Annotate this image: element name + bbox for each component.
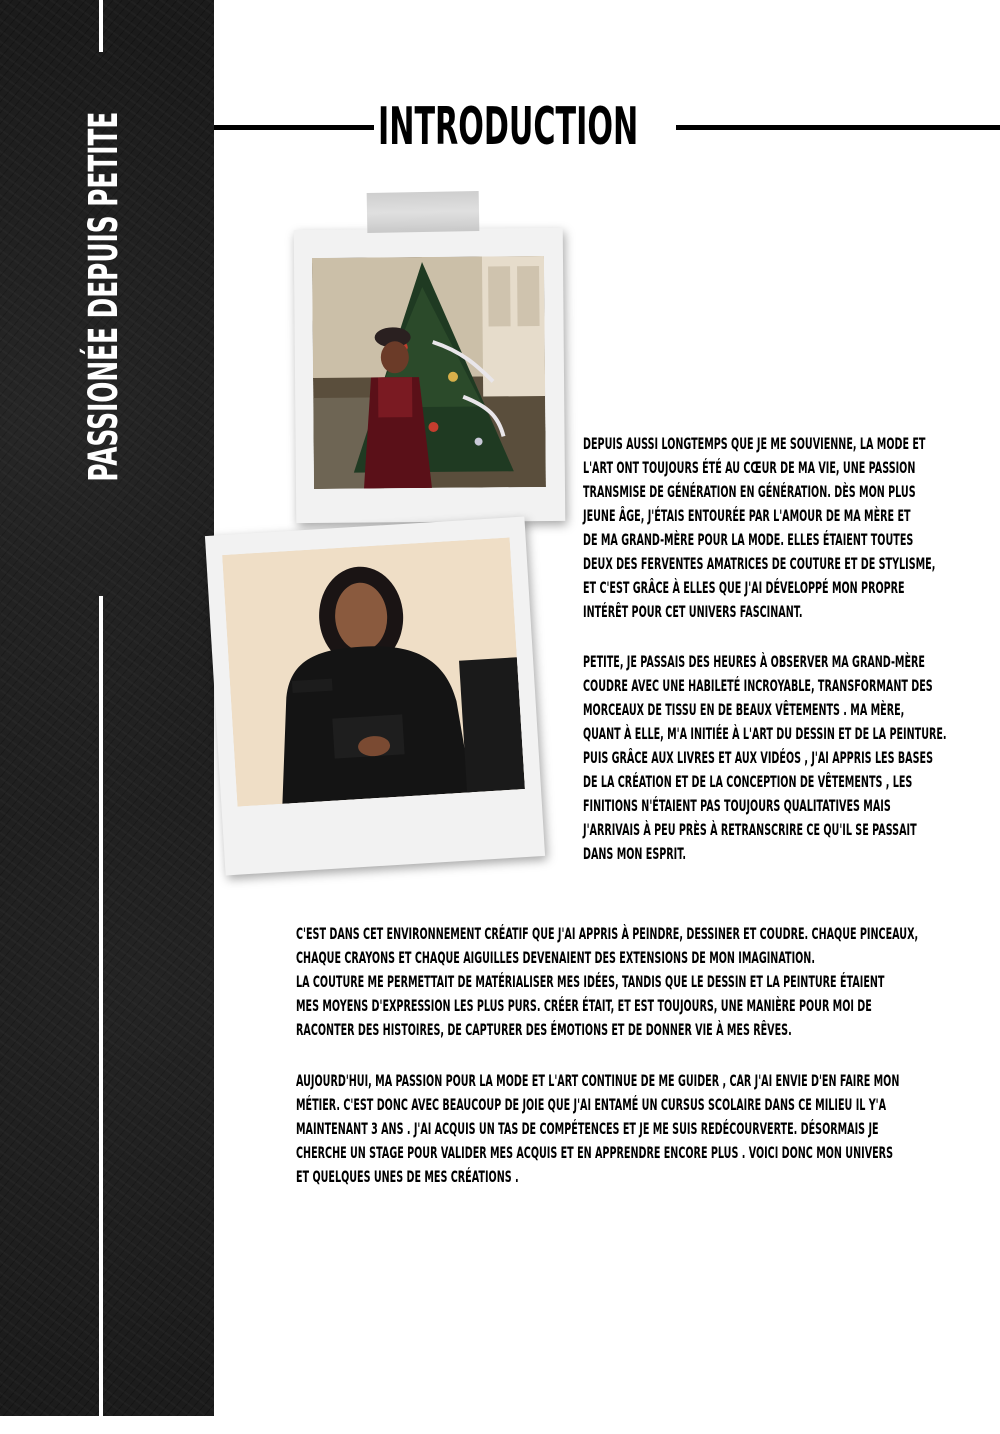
heading-rule-left <box>214 125 374 130</box>
polaroid-frame-top <box>294 228 566 523</box>
paragraph-line: DANS MON ESPRIT. <box>583 844 686 863</box>
sidebar-title: PASSIONÉE DEPUIS PETITE <box>81 111 127 482</box>
paragraph-line: L'ART ONT TOUJOURS ÉTÉ AU CŒUR DE MA VIE, UNE PASSION <box>583 458 916 477</box>
paragraph-line: C'EST DANS CET ENVIRONNEMENT CRÉATIF QUE J'AI APPRIS À PEINDRE, DESSINER ET COUDRE. CHAQUE PINCEAUX, <box>296 924 919 943</box>
paragraph-line: ET C'EST GRÂCE À ELLES QUE J'AI DÉVELOPPÉ MON PROPRE <box>583 578 905 597</box>
paragraph-line: AUJOURD'HUI, MA PASSION POUR LA MODE ET L'ART CONTINUE DE ME GUIDER , CAR J'AI ENVIE D'EN FAIRE MON <box>296 1071 900 1090</box>
sidebar-line-top <box>99 0 103 52</box>
paragraph-line: MÉTIER. C'EST DONC AVEC BEAUCOUP DE JOIE QUE J'AI ENTAMÉ UN CURSUS SCOLAIRE DANS CE MILIEU IL Y'A <box>296 1095 887 1114</box>
paragraph-line: J'ARRIVAIS À PEU PRÈS À RETRANSCRIRE CE QU'IL SE PASSAIT <box>583 820 917 839</box>
paragraph-3 <box>296 922 1000 1042</box>
paragraph-line: RACONTER DES HISTOIRES, DE CAPTURER DES ÉMOTIONS ET DE DONNER VIE À MES RÊVES. <box>296 1020 792 1039</box>
paragraph-line: MORCEAUX DE TISSU EN DE BEAUX VÊTEMENTS . MA MÈRE, <box>583 700 905 719</box>
paragraph-line: MAINTENANT 3 ANS . J'AI ACQUIS UN TAS DE COMPÉTENCES ET JE ME SUIS REDÉCOURVERTE. DÉSORMAIS JE <box>296 1119 879 1138</box>
paragraph-line: FINITIONS N'ÉTAIENT PAS TOUJOURS QUALITATIVES MAIS <box>583 796 891 815</box>
paragraph-1 <box>583 432 1000 624</box>
paragraph-line: DEUX DES FERVENTES AMATRICES DE COUTURE ET DE STYLISME, <box>583 554 936 573</box>
paragraph-line: MES MOYENS D'EXPRESSION LES PLUS PURS. CRÉER ÉTAIT, ET EST TOUJOURS, UNE MANIÈRE POUR MOI DE <box>296 996 872 1015</box>
paragraph-line: PETITE, JE PASSAIS DES HEURES À OBSERVER MA GRAND-MÈRE <box>583 652 925 671</box>
paragraph-line: ET QUELQUES UNES DE MES CRÉATIONS . <box>296 1167 519 1186</box>
paragraph-line: COUDRE AVEC UNE HABILETÉ INCROYABLE, TRANSFORMANT DES <box>583 676 933 695</box>
paragraph-line: LA COUTURE ME PERMETTAIT DE MATÉRIALISER MES IDÉES, TANDIS QUE LE DESSIN ET LA PEINTURE ÉTAIENT <box>296 972 885 991</box>
tape-strip <box>367 191 480 233</box>
paragraph-4 <box>296 1069 1000 1189</box>
paragraph-line: PUIS GRÂCE AUX LIVRES ET AUX VIDÉOS , J'AI APPRIS LES BASES <box>583 748 934 767</box>
christmas-tree-child-photo <box>312 256 546 489</box>
page-title: INTRODUCTION <box>378 97 639 157</box>
heading-rule-right <box>676 125 1000 130</box>
paragraph-2 <box>583 650 1000 866</box>
paragraph-line: TRANSMISE DE GÉNÉRATION EN GÉNÉRATION. DÈS MON PLUS <box>583 482 916 501</box>
portrait-in-black-jacket-photo <box>222 537 525 806</box>
polaroid-frame-bottom <box>205 517 545 876</box>
paragraph-line: JEUNE ÂGE, J'ÉTAIS ENTOURÉE PAR L'AMOUR DE MA MÈRE ET <box>583 506 911 525</box>
paragraph-line: INTÉRÊT POUR CET UNIVERS FASCINANT. <box>583 602 803 621</box>
paragraph-line: QUANT À ELLE, M'A INITIÉE À L'ART DU DESSIN ET DE LA PEINTURE. <box>583 724 947 743</box>
sidebar-line-bottom <box>99 596 103 1416</box>
paragraph-line: DE LA CRÉATION ET DE LA CONCEPTION DE VÊTEMENTS , LES <box>583 772 913 791</box>
paragraph-line: DEPUIS AUSSI LONGTEMPS QUE JE ME SOUVIENNE, LA MODE ET <box>583 434 926 453</box>
paragraph-line: CHAQUE CRAYONS ET CHAQUE AIGUILLES DEVENAIENT DES EXTENSIONS DE MON IMAGINATION. <box>296 948 815 967</box>
paragraph-line: CHERCHE UN STAGE POUR VALIDER MES ACQUIS ET EN APPRENDRE ENCORE PLUS . VOICI DONC MON UNIVERS <box>296 1143 893 1162</box>
paragraph-line: DE MA GRAND-MÈRE POUR LA MODE. ELLES ÉTAIENT TOUTES <box>583 530 914 549</box>
